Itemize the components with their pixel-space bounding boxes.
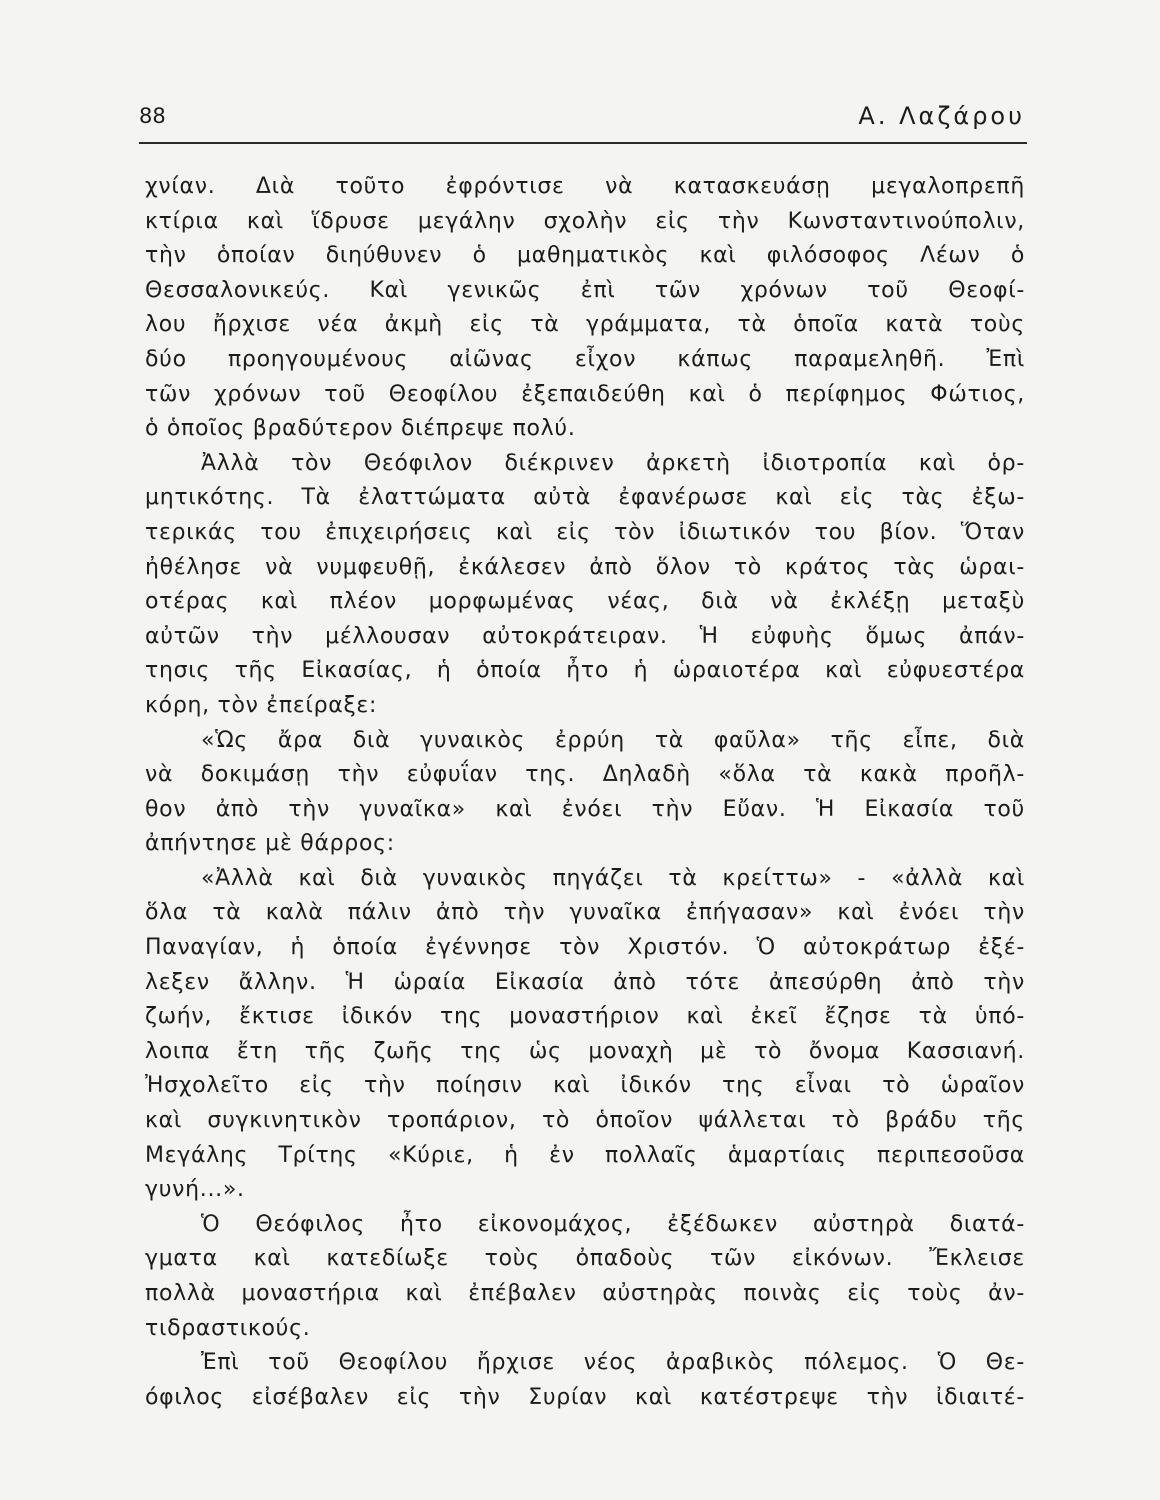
text-line: λοιπα ἔτη τῆς ζωῆς της ὡς μοναχὴ μὲ τὸ ὄνομα Κασσιανή. [145,1038,1025,1064]
text-line: τερικάς του ἐπιχειρήσεις καὶ εἰς τὸν ἰδιωτικόν του βίον. Ὅταν [145,519,1025,545]
text-line: ὅλα τὰ καλὰ πάλιν ἀπὸ τὴν γυναῖκα ἐπήγασαν» καὶ ἐνόει τὴν [145,900,1025,926]
text-line: ἠθέλησε νὰ νυμφευθῇ, ἐκάλεσεν ἀπὸ ὅλον τὸ κράτος τὰς ὡραι- [145,554,1025,580]
text-line: μητικότης. Τὰ ἐλαττώματα αὐτὰ ἐφανέρωσε καὶ εἰς τὰς ἐξω- [145,485,1025,511]
text-line: «Ἀλλὰ καὶ διὰ γυναικὸς πηγάζει τὰ κρείττω» - «ἀλλὰ καὶ [201,865,1025,891]
text-line: χνίαν. Διὰ τοῦτο ἐφρόντισε νὰ κατασκευάσῃ μεγαλοπρεπῆ [145,174,1025,199]
text-line: τιδραστικούς. [145,1315,311,1341]
text-line: γυνή...». [145,1177,245,1203]
text-line: δύο προηγουμένους αἰῶνας εἶχον κάπως παραμεληθῆ. Ἐπὶ [145,346,1025,372]
text-line: ἀπήντησε μὲ θάρρος: [145,831,395,857]
text-line: Ὁ Θεόφιλος ἦτο εἰκονομάχος, ἐξέδωκεν αὐστηρὰ διατά- [201,1211,1025,1237]
text-line: καὶ συγκινητικὸν τροπάριον, τὸ ὁποῖον ψάλλεται τὸ βράδυ τῆς [145,1108,1025,1134]
text-line: θον ἀπὸ τὴν γυναῖκα» καὶ ἐνόει τὴν Εὔαν. Ἡ Εἰκασία τοῦ [145,796,1025,822]
text-line: γματα καὶ κατεδίωξε τοὺς ὀπαδοὺς τῶν εἰκόνων. Ἔκλεισε [145,1246,1025,1272]
text-line: τὴν ὁποίαν διηύθυνεν ὁ μαθηματικὸς καὶ φιλόσοφος Λέων ὁ [145,243,1025,269]
text-line: Παναγίαν, ἡ ὁποία ἐγέννησε τὸν Χριστόν. Ὁ αὐτοκράτωρ ἐξέ- [145,935,1025,961]
text-line: ζωήν, ἔκτισε ἰδικόν της μοναστήριον καὶ ἐκεῖ ἔζησε τὰ ὑπό- [145,1004,1025,1030]
text-line: λου ἤρχισε νέα ἀκμὴ εἰς τὰ γράμματα, τὰ ὁποῖα κατὰ τοὺς [145,312,1025,338]
text-line: ὁ ὁποῖος βραδύτερον διέπρεψε πολύ. [145,416,576,442]
body-text [145,170,1025,1415]
text-line: Ἀλλὰ τὸν Θεόφιλον διέκρινεν ἀρκετὴ ἰδιοτροπία καὶ ὁρ- [201,450,1025,476]
text-line: Ἐπὶ τοῦ Θεοφίλου ἤρχισε νέος ἀραβικὸς πόλεμος. Ὁ Θε- [201,1350,1025,1376]
page-header [139,100,1027,144]
running-head: Α. Λαζάρου [858,102,1025,130]
text-line: τησις τῆς Εἰκασίας, ἡ ὁποία ἦτο ἡ ὡραιοτέρα καὶ εὐφυεστέρα [145,658,1025,684]
text-line: Μεγάλης Τρίτης «Κύριε, ἡ ἐν πολλαῖς ἁμαρτίαις περιπεσοῦσα [145,1142,1025,1168]
text-line: Ἠσχολεῖτο εἰς τὴν ποίησιν καὶ ἰδικόν της εἶναι τὸ ὡραῖον [145,1073,1025,1099]
text-line: όφιλος εἰσέβαλεν εἰς τὴν Συρίαν καὶ κατέστρεψε τὴν ἰδιαιτέ- [145,1384,1025,1410]
text-line: «Ὡς ἄρα διὰ γυναικὸς ἐρρύη τὰ φαῦλα» τῆς εἶπε, διὰ [201,727,1025,753]
text-line: αὐτῶν τὴν μέλλουσαν αὐτοκράτειραν. Ἡ εὐφυὴς ὅμως ἀπάν- [145,623,1025,649]
text-line: νὰ δοκιμάσῃ τὴν εὐφυΐαν της. Δηλαδὴ «ὅλα τὰ κακὰ προῆλ- [145,762,1025,788]
text-line: τῶν χρόνων τοῦ Θεοφίλου ἐξεπαιδεύθη καὶ ὁ περίφημος Φώτιος, [145,381,1025,407]
page-number: 88 [139,104,166,128]
text-line: Θεσσαλονικεύς. Καὶ γενικῶς ἐπὶ τῶν χρόνων τοῦ Θεοφί- [145,277,1025,303]
text-line: λεξεν ἄλλην. Ἡ ὡραία Εἰκασία ἀπὸ τότε ἀπεσύρθη ἀπὸ τὴν [145,969,1025,995]
text-line: κόρη, τὸν ἐπείραξε: [145,692,378,718]
text-line: πολλὰ μοναστήρια καὶ ἐπέβαλεν αὐστηρὰς ποινὰς εἰς τοὺς ἀν- [145,1281,1025,1306]
text-line: κτίρια καὶ ἵδρυσε μεγάλην σχολὴν εἰς τὴν Κωνσταντινούπολιν, [145,208,1025,234]
text-line: οτέρας καὶ πλέον μορφωμένας νέας, διὰ νὰ ἐκλέξῃ μεταξὺ [145,589,1025,615]
